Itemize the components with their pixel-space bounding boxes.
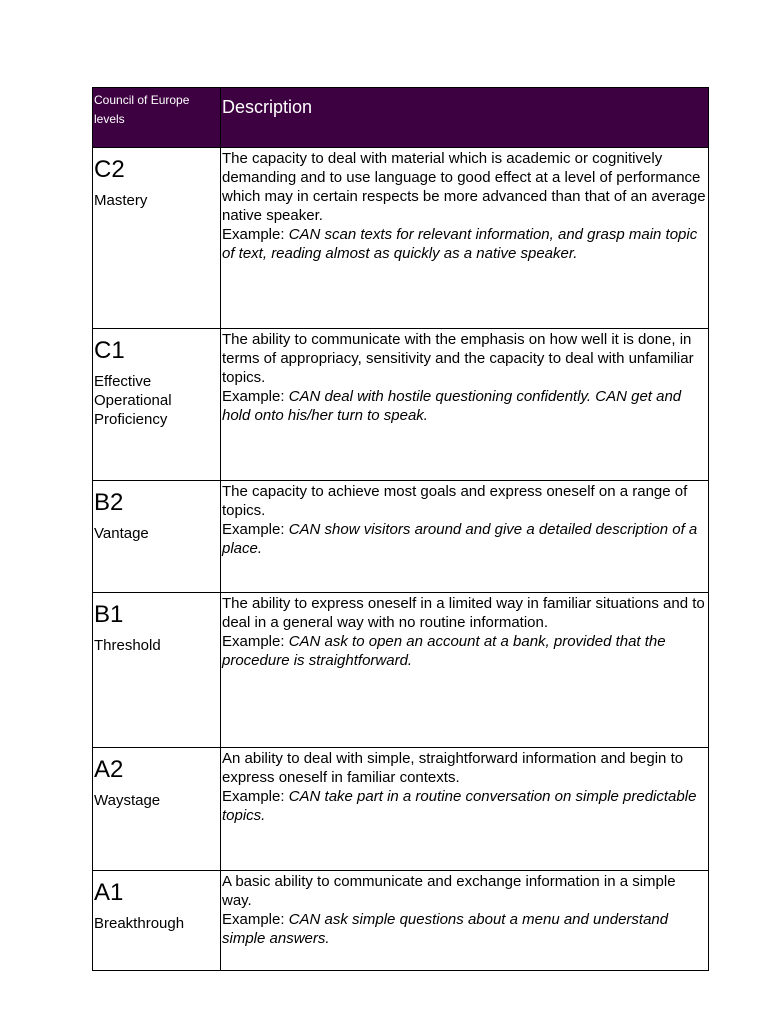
description-cell bbox=[221, 481, 709, 593]
level-code: A2 bbox=[94, 756, 124, 783]
level-name: Vantage bbox=[94, 525, 149, 542]
description-text: The ability to communicate with the emphasis on how well it is done, in terms of appropriacy, sensitivity and the capacity to deal with unfamiliar topics. bbox=[222, 331, 694, 386]
example-line bbox=[222, 520, 708, 558]
table-row-a1 bbox=[93, 871, 709, 971]
description-text: The ability to express oneself in a limited way in familiar situations and to deal in a general way with no routine information. bbox=[222, 595, 705, 631]
level-name: Mastery bbox=[94, 192, 148, 209]
description-cell bbox=[221, 871, 709, 971]
level-code: C1 bbox=[94, 337, 125, 364]
level-code: C2 bbox=[94, 156, 125, 183]
level-cell bbox=[93, 871, 221, 971]
example-text: CAN show visitors around and give a detailed description of a place. bbox=[222, 521, 698, 557]
description-text: An ability to deal with simple, straightforward information and begin to express oneself in familiar contexts. bbox=[222, 750, 684, 786]
level-code: B2 bbox=[94, 489, 124, 516]
example-label: Example: bbox=[222, 521, 285, 538]
example-label: Example: bbox=[222, 388, 285, 405]
description-cell bbox=[221, 748, 709, 871]
description-text: The capacity to deal with material which is academic or cognitively demanding and to use language to good effect at a level of performance which may in certain respects be more advanced than that of an average native speaker. bbox=[222, 150, 706, 224]
example-text: CAN ask simple questions about a menu and understand simple answers. bbox=[222, 911, 669, 947]
example-line bbox=[222, 387, 708, 425]
level-code: A1 bbox=[94, 879, 124, 906]
example-text: CAN deal with hostile questioning confidently. CAN get and hold onto his/her turn to speak. bbox=[222, 388, 682, 424]
example-label: Example: bbox=[222, 633, 285, 650]
header-levels: Council of Europe levels bbox=[93, 88, 221, 148]
level-cell bbox=[93, 148, 221, 329]
example-label: Example: bbox=[222, 911, 285, 928]
level-code: B1 bbox=[94, 601, 124, 628]
description-cell bbox=[221, 329, 709, 481]
table-header-row bbox=[93, 88, 709, 148]
header-description: Description bbox=[221, 88, 709, 148]
example-line bbox=[222, 787, 708, 825]
description-cell bbox=[221, 148, 709, 329]
description-cell bbox=[221, 593, 709, 748]
example-text: CAN ask to open an account at a bank, provided that the procedure is straightforward. bbox=[222, 633, 666, 669]
level-cell bbox=[93, 481, 221, 593]
table-row-b2 bbox=[93, 481, 709, 593]
level-cell bbox=[93, 593, 221, 748]
level-name: Breakthrough bbox=[94, 915, 185, 932]
level-name: Effective Operational Proficiency bbox=[94, 373, 172, 428]
table-row-c1 bbox=[93, 329, 709, 481]
level-cell bbox=[93, 329, 221, 481]
example-label: Example: bbox=[222, 788, 285, 805]
description-text: A basic ability to communicate and exchange information in a simple way. bbox=[222, 873, 676, 909]
example-text: CAN scan texts for relevant information, and grasp main topic of text, reading almost as quickly as a native speaker. bbox=[222, 226, 698, 262]
level-cell bbox=[93, 748, 221, 871]
table-row-c2 bbox=[93, 148, 709, 329]
description-text: The capacity to achieve most goals and express oneself on a range of topics. bbox=[222, 483, 688, 519]
table-row-a2 bbox=[93, 748, 709, 871]
example-label: Example: bbox=[222, 226, 285, 243]
example-line bbox=[222, 632, 708, 670]
level-name: Threshold bbox=[94, 637, 161, 654]
cefr-levels-table bbox=[92, 87, 709, 971]
example-text: CAN take part in a routine conversation on simple predictable topics. bbox=[222, 788, 697, 824]
example-line bbox=[222, 225, 708, 263]
example-line bbox=[222, 910, 708, 948]
level-name: Waystage bbox=[94, 792, 161, 809]
table-row-b1 bbox=[93, 593, 709, 748]
